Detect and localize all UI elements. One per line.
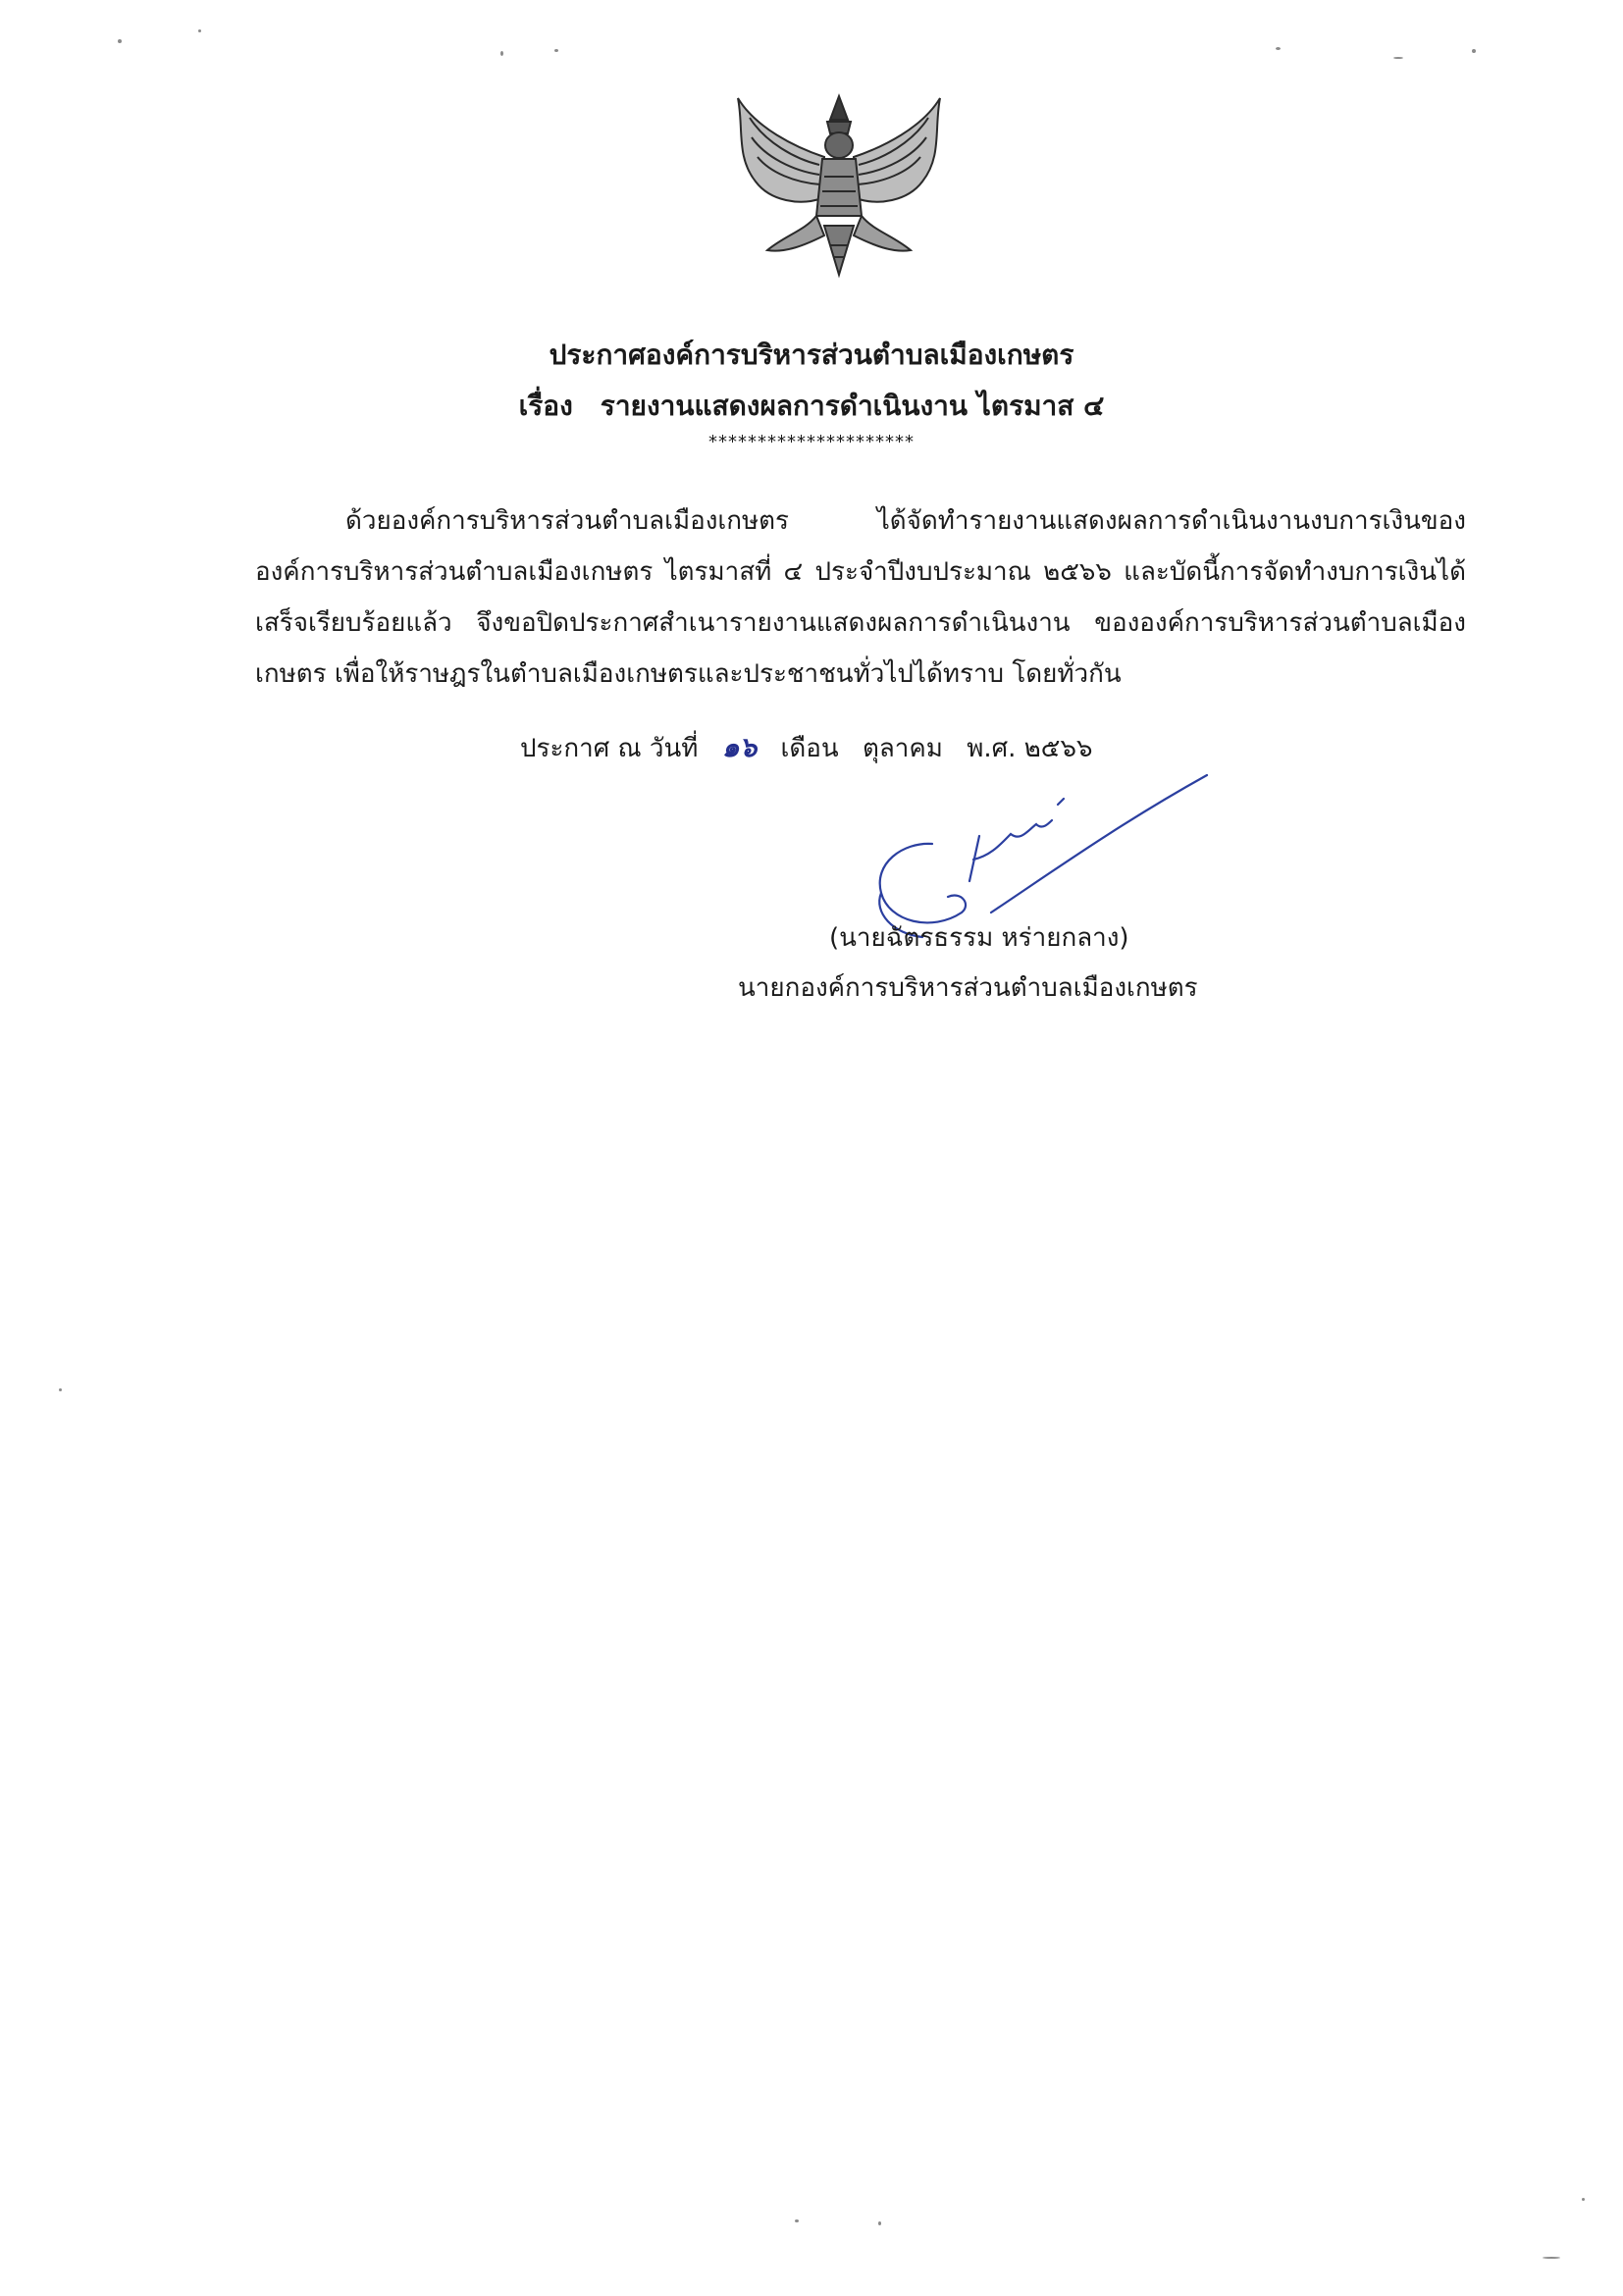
body-paragraph: ด้วยองค์การบริหารส่วนตำบลเมืองเกษตร ได้จัดทำรายงานแสดงผลการดำเนินงานงบการเงินขององค์การบริหารส่วนตำบลเมืองเกษตร ไตรมาสที่ ๔ ประจำปีงบประมาณ ๒๕๖๖ และบัดนี้การจัดทำงบการเงินได้เสร็จเรียบร้อยแล้ว จึงขอปิดประกาศสำเนารายงานแสดงผลการดำเนินงาน ขององค์การบริหารส่วนตำบลเมืองเกษตร เพื่อให้ราษฎรในตำบลเมืองเกษตรและประชาชนทั่วไปได้ทราบ โดยทั่วกัน: [255, 506, 1466, 689]
date-day-handwritten: ๑๖: [721, 731, 758, 763]
signer-name: (นายฉัตรธรรม หร่ายกลาง): [829, 923, 1129, 953]
signer-position: นายกองค์การบริหารส่วนตำบลเมืองเกษตร: [738, 973, 1198, 1003]
scan-speck: [878, 2221, 881, 2225]
scan-speck: [118, 39, 122, 43]
scan-speck: [1393, 57, 1403, 59]
garuda-emblem-icon: [726, 88, 952, 285]
scan-speck: [198, 29, 201, 32]
scan-speck: [500, 51, 503, 56]
subject-text: รายงานแสดงผลการดำเนินงาน ไตรมาส ๔: [600, 390, 1105, 422]
scan-speck: [795, 2219, 799, 2222]
scan-speck: [1472, 49, 1476, 53]
date-year: พ.ศ. ๒๕๖๖: [967, 734, 1093, 763]
separator-line: *********************: [708, 432, 915, 452]
announcement-subject: [0, 385, 1623, 428]
date-month: ตุลาคม: [862, 734, 943, 763]
body-section: [255, 496, 1466, 700]
date-prefix: ประกาศ ณ วันที่: [520, 734, 699, 763]
scan-speck: [554, 49, 558, 52]
date-month-label: เดือน: [780, 734, 839, 763]
subject-label: เรื่อง: [518, 390, 573, 422]
scan-speck: [1582, 2198, 1585, 2201]
scan-speck: [1543, 2257, 1560, 2259]
announcement-title: ประกาศองค์การบริหารส่วนตำบลเมืองเกษตร: [549, 339, 1074, 371]
scan-speck: [59, 1388, 62, 1391]
announcement-date: [520, 726, 1108, 769]
scan-speck: [1276, 47, 1281, 50]
